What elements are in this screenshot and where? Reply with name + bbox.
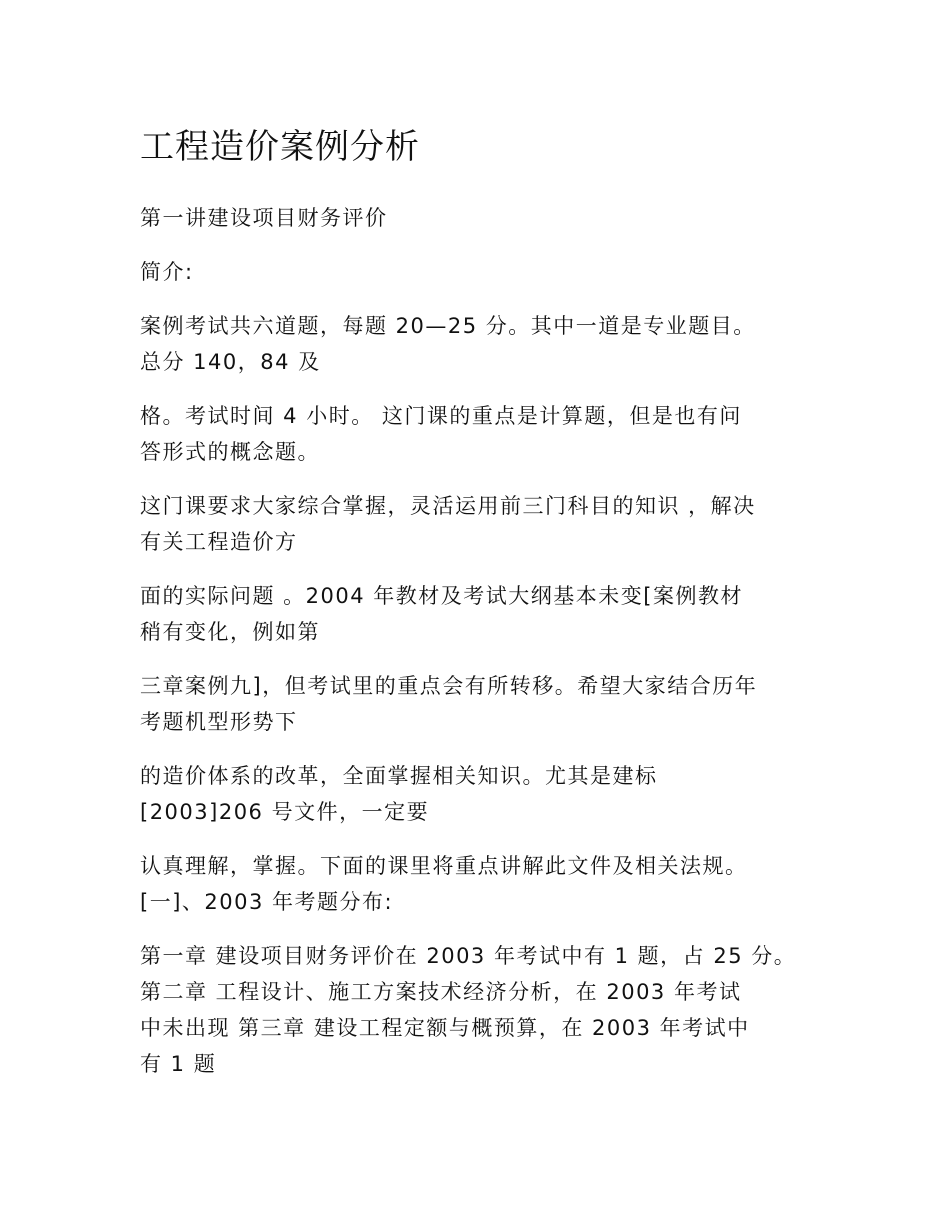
lecture-heading: 第一讲建设项目财务评价 — [140, 206, 388, 230]
text-line: 第二章 工程设计、施工方案技术经济分析，在 2003 年考试 — [140, 980, 742, 1004]
paragraph-5 — [140, 668, 830, 740]
text-line: 这门课要求大家综合掌握，灵活运用前三门科目的知识 ，解决 — [140, 494, 756, 518]
intro-label: 简介: — [140, 260, 194, 284]
text-line: 认真理解，掌握。下面的课里将重点讲解此文件及相关法规。 — [140, 854, 748, 878]
text-line: 中未出现 第三章 建设工程定额与概预算，在 2003 年考试中 — [140, 1016, 750, 1040]
text-line: 第一章 建设项目财务评价在 2003 年考试中有 1 题，占 25 分。 — [140, 944, 797, 968]
text-line: [一]、2003 年考题分布: — [140, 890, 394, 914]
paragraph-6 — [140, 758, 830, 830]
text-line: 稍有变化，例如第 — [140, 620, 320, 644]
text-line: 案例考试共六道题，每题 20—25 分。其中一道是专业题目。 — [140, 314, 756, 338]
paragraph-7 — [140, 848, 830, 920]
text-line: 总分 140，84 及 — [140, 350, 321, 374]
paragraph-3 — [140, 488, 830, 560]
text-line: 考题机型形势下 — [140, 710, 298, 734]
text-line: [2003]206 号文件，一定要 — [140, 800, 430, 824]
paragraph-8 — [140, 938, 830, 1082]
text-line: 三章案例九]，但考试里的重点会有所转移。希望大家结合历年 — [140, 674, 758, 698]
text-line: 答形式的概念题。 — [140, 440, 320, 464]
paragraph-4 — [140, 578, 830, 650]
paragraph-2 — [140, 398, 830, 470]
text-line: 有 1 题 — [140, 1052, 217, 1076]
document-title: 工程造价案例分析 — [140, 127, 420, 167]
text-line: 面的实际问题 。2004 年教材及考试大纲基本未变[案例教材 — [140, 584, 743, 608]
document-body — [140, 124, 830, 1100]
text-line: 的造价体系的改革，全面掌握相关知识。尤其是建标 — [140, 764, 658, 788]
text-line: 有关工程造价方 — [140, 530, 298, 554]
text-line: 格。考试时间 4 小时。 这门课的重点是计算题，但是也有问 — [140, 404, 742, 428]
paragraph-1 — [140, 308, 830, 380]
